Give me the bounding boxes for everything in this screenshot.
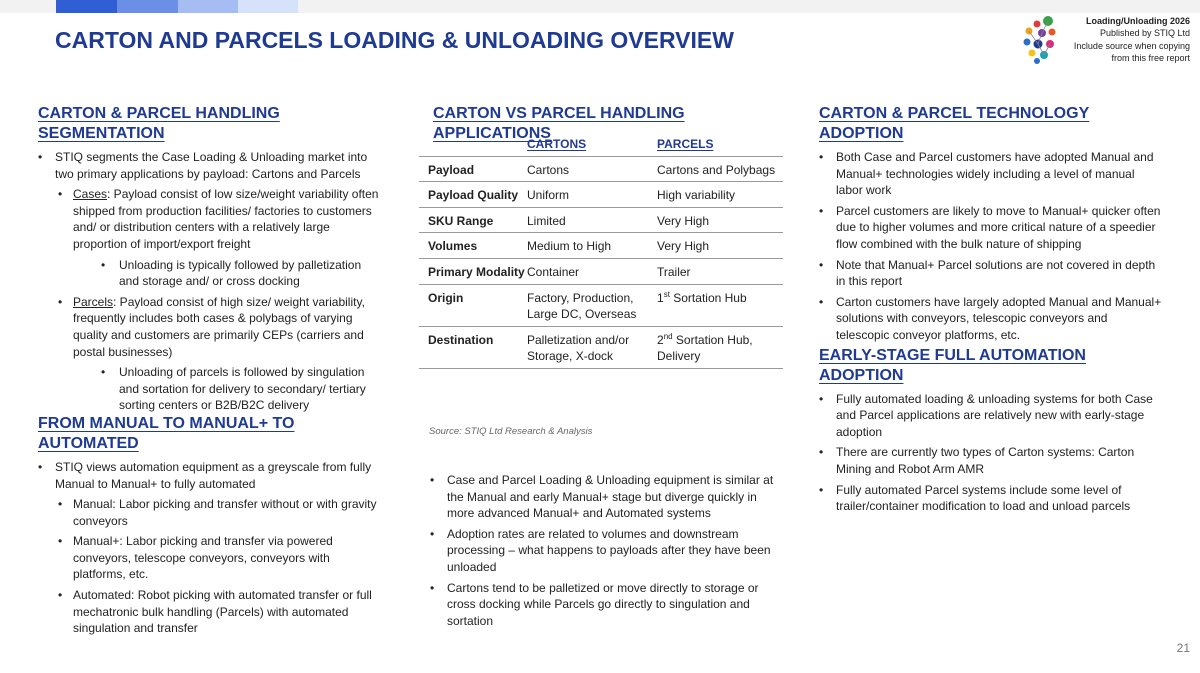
list-item: • Adoption rates are related to volumes and downstream processing – what happens to payloads after they have been unloaded [430,526,775,576]
cartons-cell: Factory, Production, Large DC, Overseas [527,284,657,326]
technology-adoption-heading: CARTON & PARCEL TECHNOLOGY ADOPTION [819,105,1090,142]
publication-note [1074,15,1190,64]
applications-heading: CARTON VS PARCEL HANDLING APPLICATIONS [433,105,685,142]
list-item: • Fully automated loading & unloading systems for both Case and Parcel applications are relatively new with early-stage adoption [819,391,1164,441]
accent-segment-4 [238,0,298,13]
row-label: Origin [419,284,527,326]
parcels-cell: Cartons and Polybags [657,156,783,182]
table-row [419,326,783,368]
list-item: • Parcel customers are likely to move to Manual+ quicker often due to higher volumes and more critical nature of a speedier flow combined with the bulk nature of shipping [819,203,1164,253]
list-item: • Automated: Robot picking with automated transfer or full mechatronic bulk handling (Parcels) with automated singulation and transfer [38,587,383,637]
parcels-cell: Very High [657,207,783,233]
middle-notes [430,472,775,633]
full-automation-list [819,391,1164,515]
row-label: Destination [419,326,527,368]
stiq-logo-icon [1022,15,1058,65]
page-title: CARTON AND PARCELS LOADING & UNLOADING OVERVIEW [55,27,734,53]
parcels-cell [657,284,783,326]
accent-segment-1 [56,0,117,13]
table-row [419,182,783,208]
table-source-note: Source: STIQ Ltd Research & Analysis [429,426,593,437]
row-label: Primary Modality [419,258,527,284]
left-column [38,104,383,641]
accent-segment-2 [117,0,178,13]
table-header-blank [419,134,527,156]
parcels-cell [657,326,783,368]
segmentation-list [38,149,383,414]
automation-list [38,459,383,637]
table-row [419,233,783,259]
automation-heading: FROM MANUAL TO MANUAL+ TO AUTOMATED [38,414,295,452]
publication-copy-note: Include source when copying [1073,40,1190,51]
list-item-cases [38,186,383,252]
technology-adoption-list [819,149,1164,344]
parcels-label: Parcels [73,294,114,309]
ordinal-number: 2 [657,332,664,347]
right-column [819,104,1164,519]
publication-free-note: from this free report [1111,52,1190,63]
list-item: • There are currently two types of Carton systems: Carton Mining and Robot Arm AMR [819,444,1164,477]
list-item: • Manual+: Labor picking and transfer via powered conveyors, telescope conveyors, conveyors with platforms, etc. [38,533,383,583]
list-item: • Cartons tend to be palletized or move directly to storage or cross docking while Parcels go directly to singulation and sortation [430,580,775,630]
list-item: • Both Case and Parcel customers have adopted Manual and Manual+ technologies widely including a level of manual labor work [819,149,1164,199]
cartons-cell: Medium to High [527,233,657,259]
table-row [419,284,783,326]
table-header-parcels: PARCELS [657,137,714,151]
ordinal-rest: Sortation Hub, Delivery [657,332,753,364]
cartons-cell: Uniform [527,182,657,208]
segmentation-heading: CARTON & PARCEL HANDLING SEGMENTATION [38,105,280,142]
cases-text: : Payload consist of low size/weight variability often shipped from production facilities/ factories to customers and/ or distribution centers with a relatively large proportion of import/export freight [73,187,379,251]
list-item: • STIQ segments the Case Loading & Unloading market into two primary applications by payload: Cartons and Parcels [38,149,383,182]
table-row [419,258,783,284]
list-item: • Case and Parcel Loading & Unloading equipment is similar at the Manual and early Manual+ stage but diverge quickly in more advanced Manual+ and Automated systems [430,472,775,522]
cartons-cell: Cartons [527,156,657,182]
ordinal-rest: Sortation Hub [669,290,747,305]
row-label: Payload Quality [419,182,527,208]
publication-publisher: Published by STIQ Ltd [1099,28,1190,39]
cases-label: Cases [73,187,108,202]
table-header-cartons: CARTONS [527,137,587,151]
top-accent-bar [0,0,1200,13]
list-item: • Unloading of parcels is followed by singulation and sortation for delivery to secondary/ tertiary sorting centers or B2B/B2C delivery [38,364,383,414]
cartons-cell: Palletization and/or Storage, X-dock [527,326,657,368]
publication-title: Loading/Unloading 2026 [1085,16,1190,26]
parcels-cell: Very High [657,233,783,259]
list-item: • Manual: Labor picking and transfer without or with gravity conveyors [38,496,383,529]
parcels-text: : Payload consist of high size/ weight variability, frequently includes both cases & polybags of varying quality and customers are primarily CEPs (carriers and postal businesses) [73,294,365,359]
accent-segment-3 [178,0,238,13]
row-label: SKU Range [419,207,527,233]
table-header-row [419,134,783,156]
page-number: 21 [1176,641,1190,655]
cartons-cell: Limited [527,207,657,233]
row-label: Volumes [419,233,527,259]
list-item: • Unloading is typically followed by palletization and storage and/ or cross docking [38,257,383,290]
ordinal-suffix: st [663,289,670,299]
list-item: • Fully automated Parcel systems include some level of trailer/container modification to load and unload parcels [819,482,1164,515]
ordinal-suffix: nd [663,331,673,341]
list-item: • Carton customers have largely adopted Manual and Manual+ solutions with conveyors, telescopic conveyors and telescopic conveyor platforms, etc. [819,294,1164,344]
row-label: Payload [419,156,527,182]
full-automation-heading: EARLY-STAGE FULL AUTOMATION ADOPTION [819,346,1086,384]
ordinal-number: 1 [657,290,664,305]
comparison-table [419,134,783,369]
list-item-parcels [38,294,383,360]
table-row [419,156,783,182]
list-item: • Note that Manual+ Parcel solutions are not covered in depth in this report [819,257,1164,290]
cartons-cell: Container [527,258,657,284]
list-item: • STIQ views automation equipment as a greyscale from fully Manual to Manual+ to fully automated [38,459,383,492]
parcels-cell: High variability [657,182,783,208]
table-row [419,207,783,233]
parcels-cell: Trailer [657,258,783,284]
middle-notes-list [430,472,775,629]
